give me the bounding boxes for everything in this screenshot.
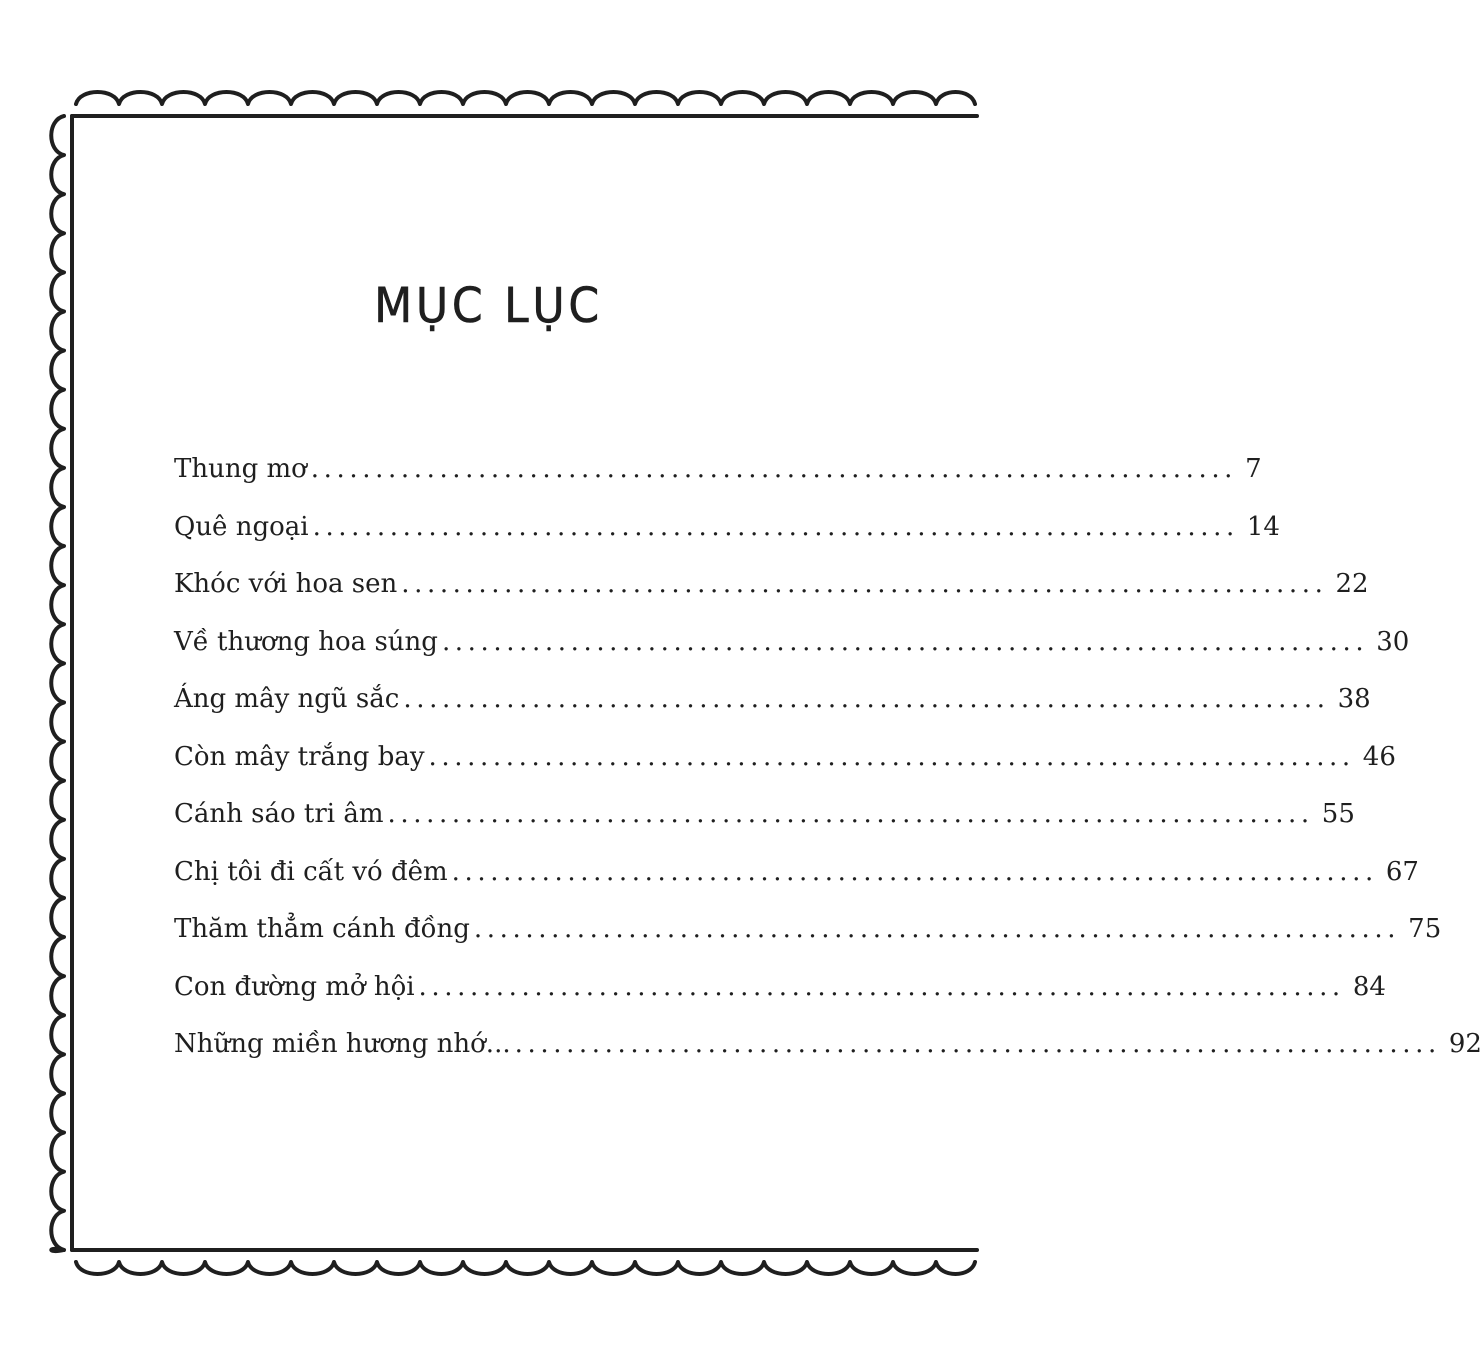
toc-entry-page: 22 <box>1335 569 1369 599</box>
toc-entry-page: 55 <box>1321 799 1355 829</box>
toc-entry-page: 7 <box>1245 454 1262 484</box>
toc-entry-page: 75 <box>1408 914 1442 944</box>
toc-entry <box>174 511 1280 570</box>
toc-entry <box>174 626 1410 685</box>
toc-leader-dots: ........................................................................ <box>403 684 1330 714</box>
toc-entry-page: 46 <box>1362 741 1396 772</box>
toc-entry <box>174 856 1419 915</box>
toc-entry-title: Những miền hương nhớ... <box>174 1029 511 1059</box>
toc-entry-title: Về thương hoa súng <box>174 626 438 657</box>
toc-entry-page: 67 <box>1385 856 1419 887</box>
toc-leader-dots: ........................................................................ <box>451 856 1378 887</box>
toc-entry <box>174 741 1396 800</box>
toc-entry-title: Chị tôi đi cất vó đêm <box>174 856 448 887</box>
toc-entry-title: Áng mây ngũ sắc <box>174 684 400 714</box>
toc-entry-page: 30 <box>1376 626 1410 657</box>
toc-entry-title: Khóc với hoa sen <box>174 569 398 599</box>
toc-entry-page: 84 <box>1352 971 1386 1002</box>
toc-entry-title: Còn mây trắng bay <box>174 741 425 772</box>
toc-entry <box>174 454 1262 512</box>
toc-leader-dots: ........................................................................ <box>387 799 1314 829</box>
toc-leader-dots: ........................................................................ <box>441 626 1369 657</box>
toc-entry <box>174 684 1371 742</box>
toc-entry-title: Thăm thẳm cánh đồng <box>174 914 470 944</box>
toc-entry-title: Con đường mở hội <box>174 971 415 1002</box>
toc-entry <box>174 799 1355 857</box>
frame-scallop-top <box>76 92 975 104</box>
toc-leader-dots: ........................................................................ <box>401 569 1328 599</box>
toc-leader-dots: ........................................................................ <box>473 914 1401 944</box>
toc-entry-page: 14 <box>1246 511 1280 542</box>
toc-entry <box>174 1029 1482 1087</box>
toc-entry-page: 38 <box>1337 684 1371 714</box>
toc-leader-dots: ........................................................................ <box>514 1029 1441 1059</box>
toc-entry-title: Thung mơ <box>174 454 307 484</box>
toc-leader-dots: ........................................................................ <box>418 971 1345 1002</box>
toc-entry-title: Quê ngoại <box>174 511 309 542</box>
toc-leader-dots: ........................................................................ <box>428 741 1355 772</box>
toc-leader-dots: ........................................................................ <box>310 454 1238 484</box>
toc-entry <box>174 569 1369 627</box>
table-of-contents <box>174 454 1482 1087</box>
toc-entry-page: 92 <box>1448 1029 1482 1059</box>
frame-scallop-bottom <box>76 1262 975 1274</box>
toc-entry <box>174 971 1386 1030</box>
page-title: MỤC LỤC <box>374 278 603 334</box>
toc-entry <box>174 914 1442 972</box>
toc-leader-dots: ........................................................................ <box>312 511 1239 542</box>
toc-entry-title: Cánh sáo tri âm <box>174 799 384 829</box>
